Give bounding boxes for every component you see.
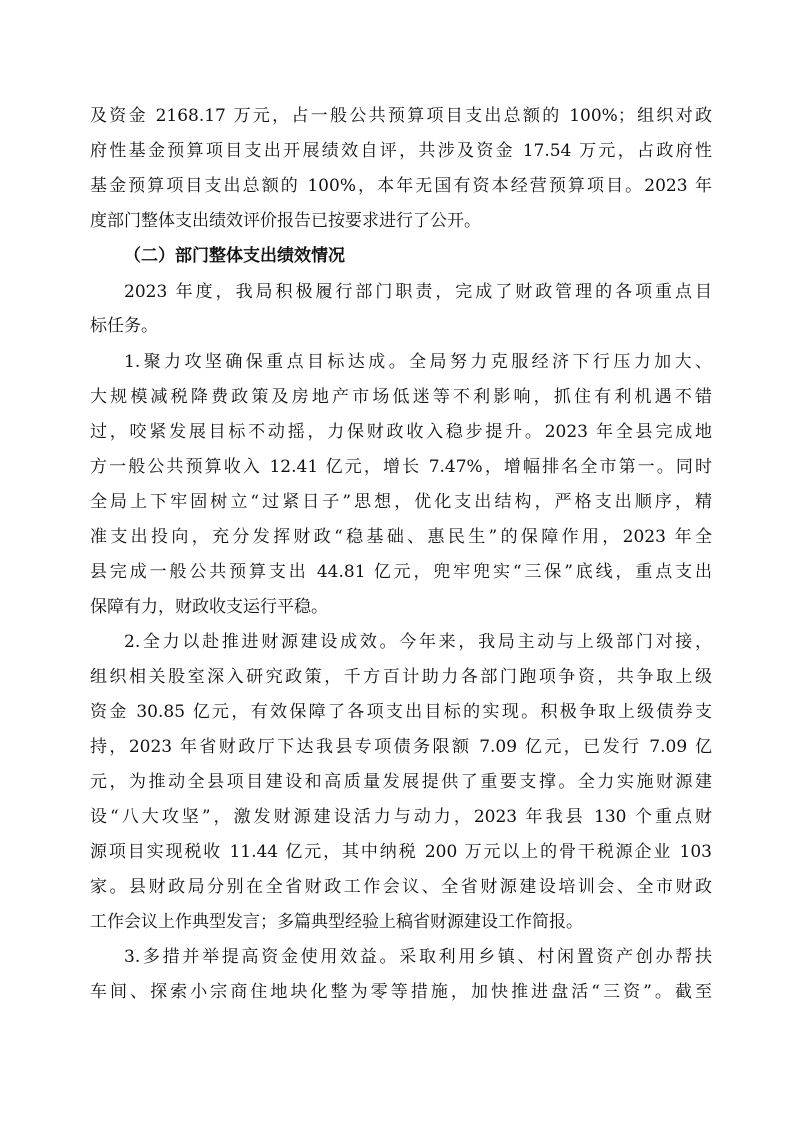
body-text-line: 元，为推动全县项目建设和高质量发展提供了重要支撑。全力实施财源建 [90, 772, 712, 792]
body-text-line: 车间、探索小宗商住地块化整为零等措施，加快推进盘活“三资”。截至 [90, 982, 712, 1002]
body-text-line: 设“八大攻坚”，激发财源建设活力与动力，2023 年我县 130 个重点财 [90, 807, 712, 827]
body-text-line: 标任务。 [90, 316, 158, 336]
body-text-line: 方一般公共预算收入 12.41 亿元，增长 7.47%，增幅排名全市第一。同时 [90, 457, 712, 477]
paragraph-first-line: 1.聚力攻坚确保重点目标达成。全局努力克服经济下行压力加大、 [124, 352, 712, 372]
body-text-line: 基金预算项目支出总额的 100%，本年无国有资本经营预算项目。2023 年 [90, 176, 712, 196]
body-text-line: 过，咬紧发展目标不动摇，力保财政收入稳步提升。2023 年全县完成地 [90, 422, 712, 442]
body-text-line: 大规模减税降费政策及房地产市场低迷等不利影响，抓住有利机遇不错 [90, 387, 712, 407]
section-heading: （二）部门整体支出绩效情况 [124, 246, 345, 266]
body-text-line: 保障有力，财政收支运行平稳。 [90, 597, 328, 617]
body-text-line: 县完成一般公共预算支出 44.81 亿元，兜牢兜实“三保”底线，重点支出 [90, 562, 712, 582]
body-text-line: 准支出投向，充分发挥财政“稳基础、惠民生”的保障作用，2023 年全 [90, 527, 712, 547]
paragraph-first-line: 2023 年度，我局积极履行部门职责，完成了财政管理的各项重点目 [124, 282, 712, 302]
body-text-line: 全局上下牢固树立“过紧日子”思想，优化支出结构，严格支出顺序，精 [90, 492, 712, 512]
body-text-line: 度部门整体支出绩效评价报告已按要求进行了公开。 [90, 211, 481, 231]
body-text-line: 家。县财政局分别在全省财政工作会议、全省财源建设培训会、全市财政 [90, 877, 712, 897]
body-text-line: 持，2023 年省财政厅下达我县专项债务限额 7.09 亿元，已发行 7.09 亿 [90, 737, 712, 757]
paragraph-first-line: 2.全力以赴推进财源建设成效。今年来，我局主动与上级部门对接， [124, 632, 712, 652]
body-text-line: 及资金 2168.17 万元，占一般公共预算项目支出总额的 100%；组织对政 [90, 106, 712, 126]
body-text-line: 工作会议上作典型发言；多篇典型经验上稿省财源建设工作简报。 [90, 912, 583, 932]
body-text-line: 源项目实现税收 11.44 亿元，其中纳税 200 万元以上的骨干税源企业 103 [90, 842, 712, 862]
body-text-line: 组织相关股室深入研究政策，千方百计助力各部门跑项争资，共争取上级 [90, 667, 712, 687]
paragraph-first-line: 3.多措并举提高资金使用效益。采取利用乡镇、村闲置资产创办帮扶 [124, 947, 712, 967]
body-text-line: 资金 30.85 亿元，有效保障了各项支出目标的实现。积极争取上级债券支 [90, 702, 712, 722]
body-text-line: 府性基金预算项目支出开展绩效自评，共涉及资金 17.54 万元，占政府性 [90, 141, 712, 161]
